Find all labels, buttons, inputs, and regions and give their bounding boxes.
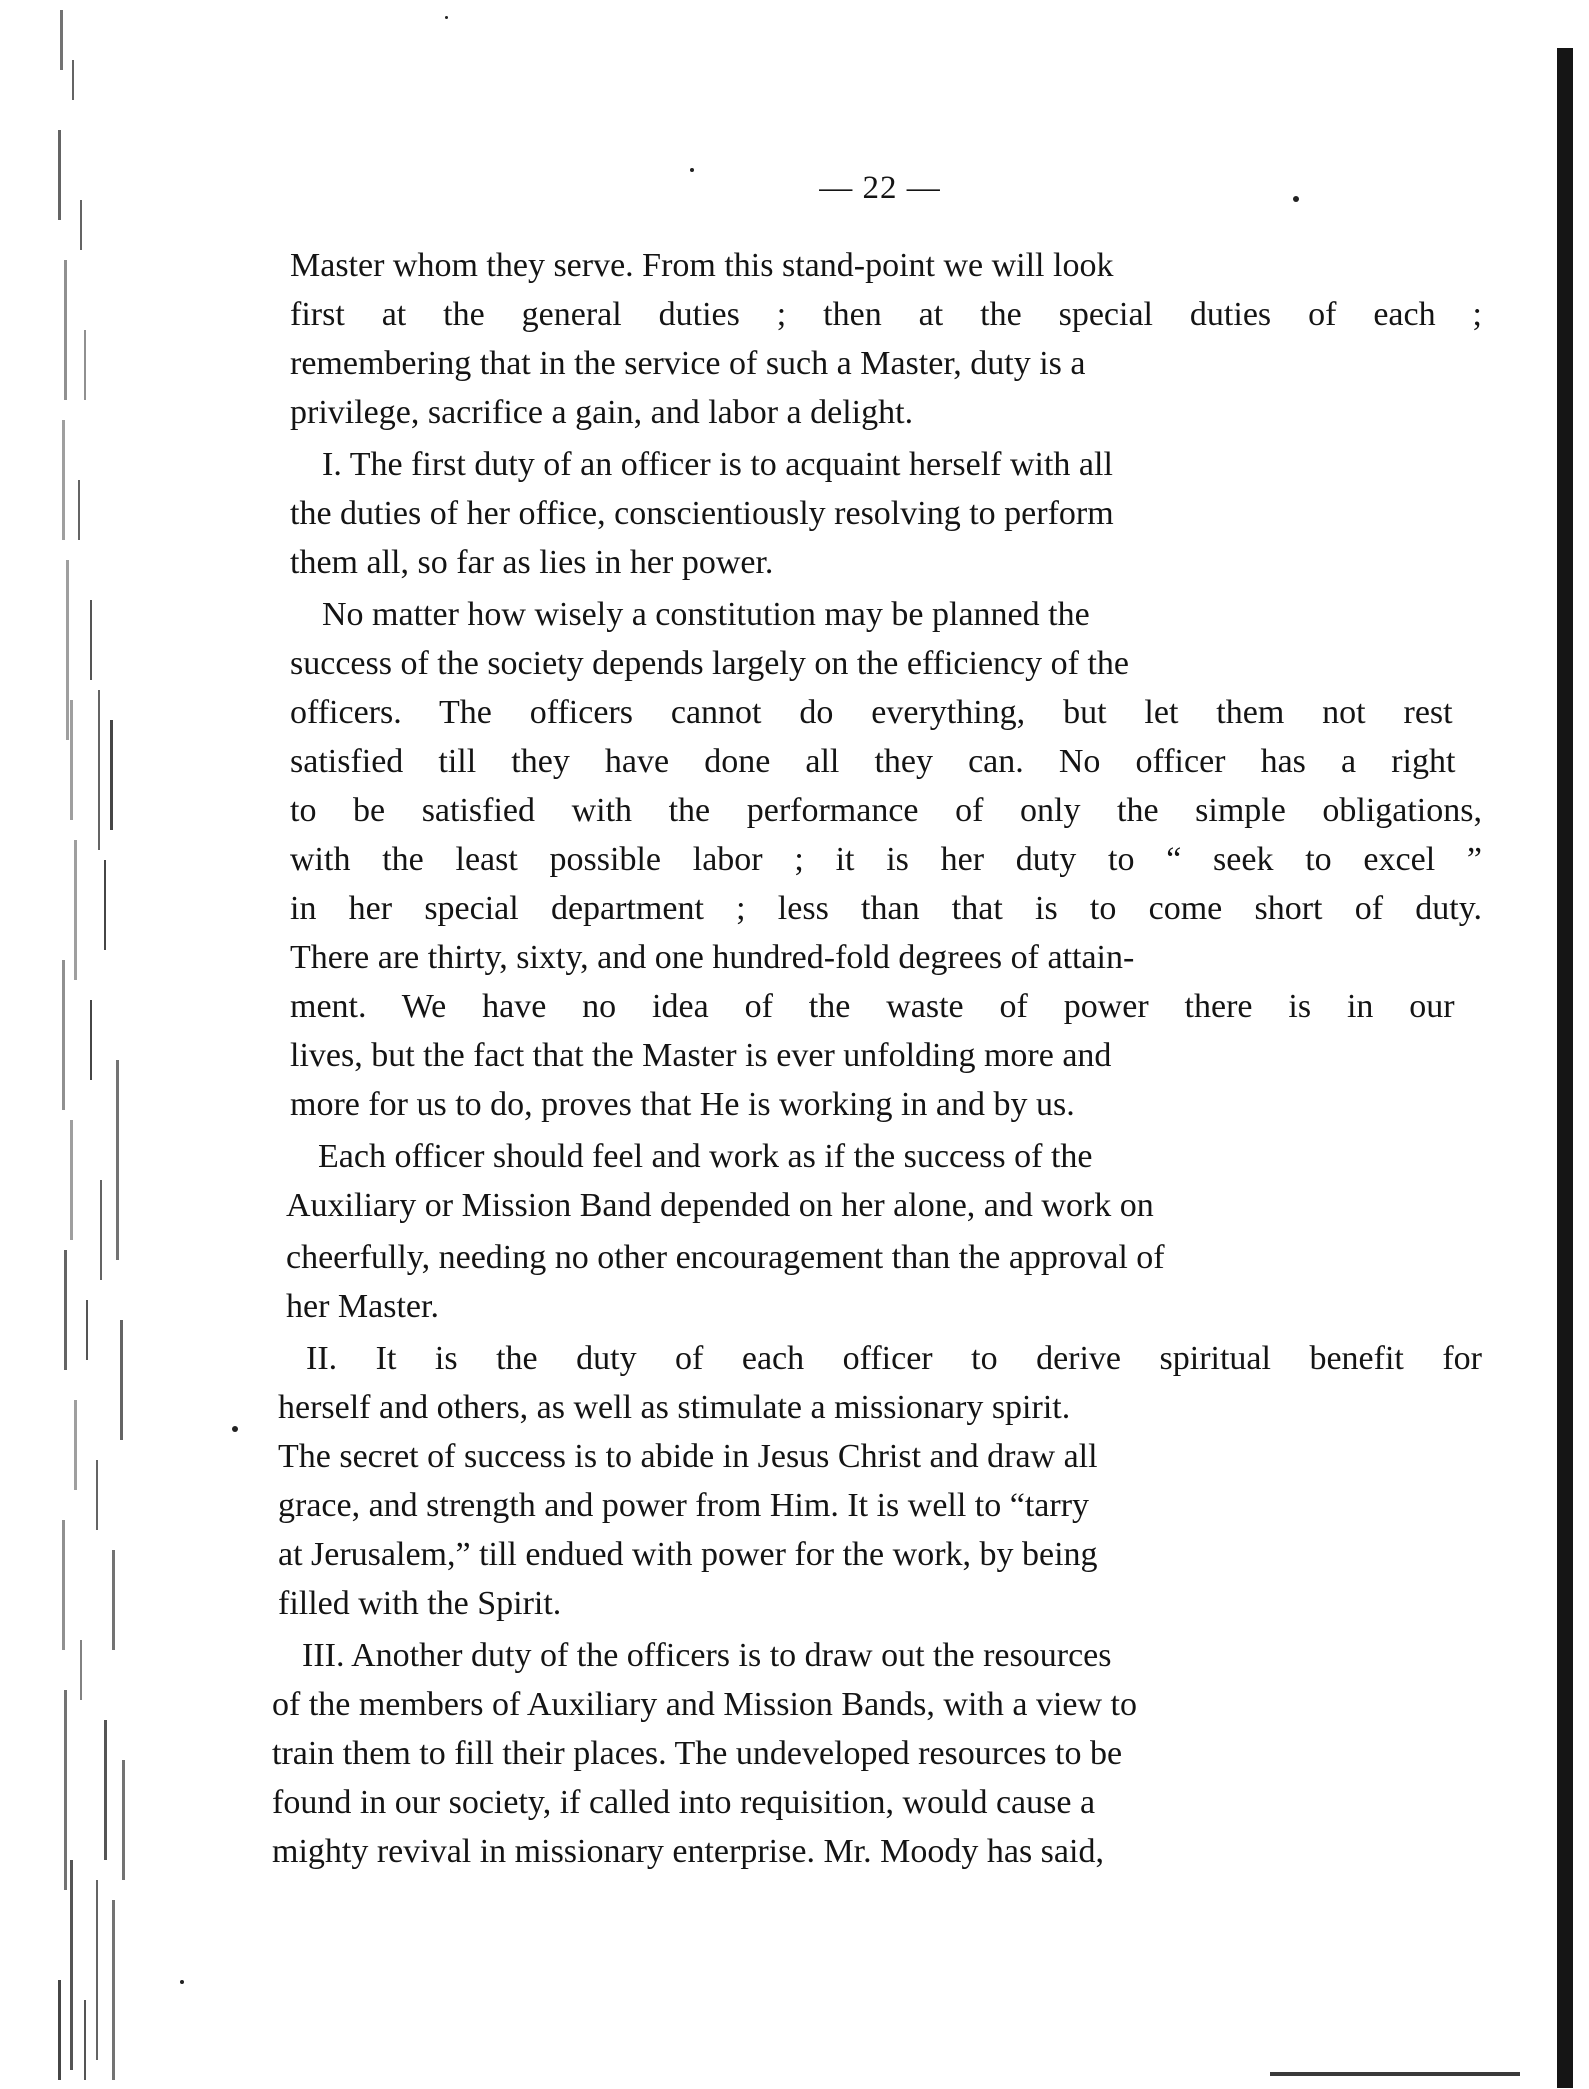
gutter-mark: [112, 1550, 115, 1650]
gutter-mark: [116, 1060, 119, 1260]
text-line: III. Another duty of the officers is to draw out the resources: [302, 1637, 1112, 1674]
gutter-mark: [86, 1300, 88, 1360]
gutter-mark: [70, 700, 73, 820]
gutter-mark: [96, 1880, 98, 2060]
text-line: grace, and strength and power from Him. It is well to “tarry: [278, 1487, 1090, 1524]
text-line: her Master.: [286, 1288, 439, 1325]
gutter-mark: [62, 960, 65, 1110]
text-line: privilege, sacrifice a gain, and labor a delight.: [290, 394, 914, 431]
text-line: No matter how wisely a constitution may be planned the: [322, 596, 1090, 633]
gutter-mark: [110, 720, 113, 830]
text-line: at Jerusalem,” till endued with power for the work, by being: [278, 1536, 1098, 1573]
text-line: train them to fill their places. The undeveloped resources to be: [272, 1735, 1123, 1772]
text-line: The secret of success is to abide in Jesus Christ and draw all: [278, 1438, 1098, 1475]
gutter-mark: [104, 860, 106, 950]
text-line: found in our society, if called into requisition, would cause a: [272, 1784, 1096, 1821]
gutter-mark: [104, 1720, 107, 1860]
bottom-edge-smudge: [1270, 2072, 1520, 2076]
text-line: lives, but the fact that the Master is ever unfolding more and: [290, 1037, 1112, 1074]
gutter-mark: [98, 690, 100, 850]
gutter-mark: [122, 1760, 125, 1880]
gutter-mark: [100, 1180, 102, 1280]
text-line: officers. The officers cannot do everything, but let them not rest: [290, 694, 1453, 731]
gutter-mark: [72, 60, 74, 100]
text-line: the duties of her office, conscientiously resolving to perform: [290, 495, 1114, 532]
gutter-mark: [58, 1980, 61, 2080]
text-line: cheerfully, needing no other encouragement than the approval of: [286, 1239, 1165, 1276]
text-line: to be satisfied with the performance of only the simple obligations,: [290, 792, 1482, 829]
gutter-mark: [84, 2000, 86, 2080]
gutter-mark: [64, 260, 67, 400]
text-line: Master whom they serve. From this stand-point we will look: [290, 247, 1114, 284]
text-line: first at the general duties ; then at the special duties of each ;: [290, 296, 1482, 333]
scan-speck: [690, 168, 694, 172]
gutter-mark: [90, 600, 92, 680]
gutter-mark: [84, 330, 86, 400]
gutter-mark: [62, 420, 65, 540]
gutter-mark: [64, 1250, 67, 1370]
scan-speck: [445, 16, 448, 19]
text-line: with the least possible labor ; it is her duty to “ seek to excel ”: [290, 841, 1482, 878]
text-line: There are thirty, sixty, and one hundred-fold degrees of attain-: [290, 939, 1135, 976]
gutter-mark: [62, 1520, 65, 1650]
gutter-mark: [80, 200, 82, 250]
gutter-mark: [80, 1640, 82, 1700]
gutter-mark: [74, 1400, 77, 1490]
text-line: in her special department ; less than that is to come short of duty.: [290, 890, 1482, 927]
gutter-mark: [78, 480, 80, 540]
text-line: I. The first duty of an officer is to acquaint herself with all: [322, 446, 1113, 483]
gutter-mark: [96, 1460, 98, 1530]
text-line: more for us to do, proves that He is working in and by us.: [290, 1086, 1075, 1123]
text-line: Each officer should feel and work as if the success of the: [318, 1138, 1093, 1175]
gutter-mark: [112, 1900, 115, 2080]
page-number: — 22 —: [819, 170, 941, 206]
gutter-mark: [90, 1000, 92, 1080]
gutter-mark: [70, 1120, 73, 1240]
text-line: herself and others, as well as stimulate a missionary spirit.: [278, 1389, 1071, 1426]
gutter-mark: [74, 840, 77, 980]
scan-speck: [1293, 196, 1299, 202]
text-line: ment. We have no idea of the waste of power there is in our: [290, 988, 1455, 1025]
text-line: filled with the Spirit.: [278, 1585, 562, 1622]
page-edge-rule: [1557, 48, 1573, 2088]
text-line: mighty revival in missionary enterprise. Mr. Moody has said,: [272, 1833, 1104, 1870]
text-line: of the members of Auxiliary and Mission Bands, with a view to: [272, 1686, 1137, 1723]
scan-speck: [232, 1426, 238, 1432]
gutter-mark: [70, 1860, 73, 2070]
gutter-mark: [64, 1690, 67, 1890]
text-line: remembering that in the service of such a Master, duty is a: [290, 345, 1086, 382]
scan-speck: [180, 1980, 184, 1984]
text-line: Auxiliary or Mission Band depended on her alone, and work on: [286, 1187, 1154, 1224]
gutter-mark: [66, 560, 69, 740]
text-line: satisfied till they have done all they can. No officer has a right: [290, 743, 1456, 780]
text-line: success of the society depends largely on the efficiency of the: [290, 645, 1130, 682]
text-line: them all, so far as lies in her power.: [290, 544, 774, 581]
gutter-mark: [60, 10, 63, 70]
text-line: II. It is the duty of each officer to derive spiritual benefit for: [306, 1340, 1482, 1377]
gutter-mark: [58, 130, 61, 220]
gutter-mark: [120, 1320, 123, 1440]
